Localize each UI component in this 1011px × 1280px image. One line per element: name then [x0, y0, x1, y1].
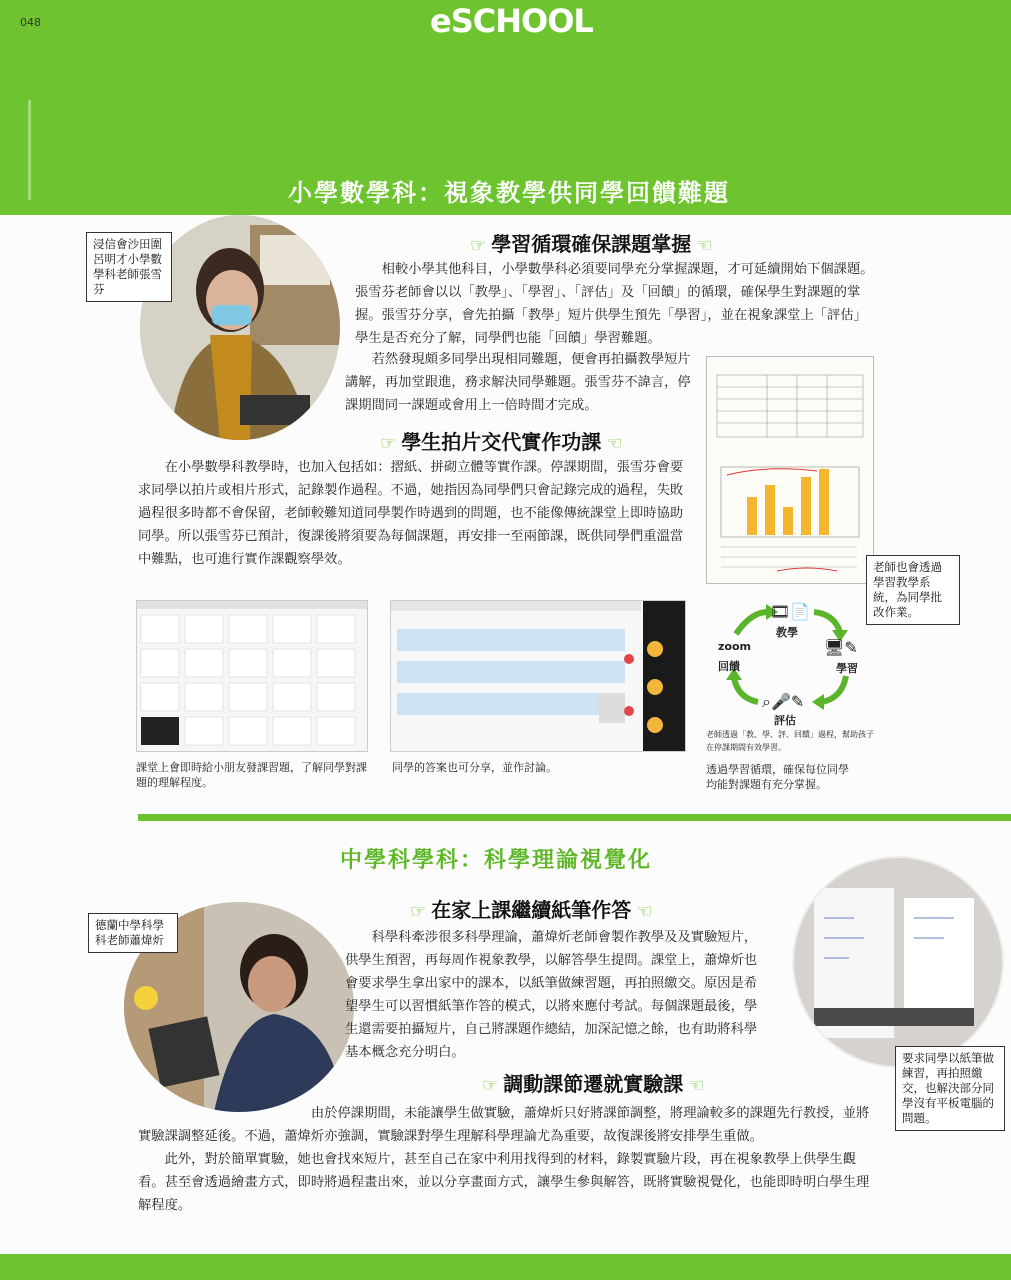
pointer-left-icon: ☜: [636, 901, 653, 922]
learn-icon: 🖥✎: [824, 638, 858, 657]
section1-sub2-heading: ☞ 學生拍片交代實作功課 ☜: [380, 430, 623, 454]
section1-sub2-text: 在小學數學科教學時，也加入包括如：摺紙、拼砌立體等實作課。停課期間，張雪芬會要求同學以拍片或相片形式，記錄製作過程。不過，她指因為同學們只會記錄完成的過程，失敗過程很多時都不會保留，老師較難知道同學製作時遇到的問題，也不能像傳統課堂上即時協助同學。所以張雪芬已預計，復課後將須要為每個課題，再安排一至兩節課，既供同學們重溫當中難點，也可進行實作課觀察學效。: [138, 460, 684, 567]
section2-sub2-heading: ☞ 調動課節遷就實驗課 ☜: [482, 1072, 705, 1096]
page-number: 048: [20, 16, 41, 29]
section2-title: 中學科學科：科學理論視覺化: [340, 848, 653, 873]
teacher1-caption: 浸信會沙田圍呂明才小學數學科老師張雪芬: [86, 232, 172, 302]
section1-sub1-heading: ☞ 學習循環確保課題掌握 ☜: [470, 232, 713, 256]
worksheet-callout: 老師也會透過學習教學系統，為同學批改作業。: [866, 555, 960, 625]
section2-sub2-text: 由於停課期間，未能讓學生做實驗，蕭煒炘只好將課節調整，將理論較多的課題先行教授，並將實驗課調整延後。不過，蕭煒炘亦強調，實驗課對學生理解科學理論尤為重要，故復課後將安排學生重做。 此外，對於簡單實驗，她也會找來短片，甚至自己在家中利用找得到的材料，錄製實驗片段，再在視象教學上供學生觀看。甚至會透過繪畫方式，即時將過程畫出來，並以分享畫面方式，讓學生參與解答，既將實驗視覺化，也能即時明白學生理解程度。: [138, 1106, 870, 1213]
section-divider: [138, 814, 1011, 821]
caption-answer-grid: 課堂上會即時給小朋友發課習題，了解同學對課題的理解程度。: [136, 761, 367, 789]
pointer-left-icon: ☜: [696, 235, 713, 256]
zoom-logo: zoom: [718, 640, 751, 653]
pointer-right-icon: ☞: [410, 901, 427, 922]
section1-title: 小學數學科：視象教學供同學回饋難題: [288, 179, 730, 207]
section2-sub1-heading: ☞ 在家上課繼續紙筆作答 ☜: [410, 898, 653, 922]
pointer-right-icon: ☞: [380, 433, 397, 454]
learning-cycle-diagram: 🎞📄 教學 zoom 回饋 🖥✎ 學習 ⌕🎤✎ 評估 老師透過「教、學、評、回饋」過程，幫助孩子在停課期間有效學習。: [706, 602, 874, 752]
footer-band: [0, 1254, 1011, 1280]
worksheet-image: [706, 356, 874, 584]
cycle-note: 老師透過「教、學、評、回饋」過程，幫助孩子在停課期間有效學習。: [706, 730, 874, 752]
assess-icon: ⌕🎤✎: [762, 692, 805, 711]
pointer-left-icon: ☜: [606, 433, 623, 454]
section2-sub1-text: 科學科牽涉很多科學理論，蕭煒炘老師會製作教學及及實驗短片，供學生預習，再每周作視象教學，以解答學生提問。課堂上，蕭煒炘也會要求學生拿出家中的課本，以紙筆做練習題，再拍照繳交。原因是希望學生可以習慣紙筆作答的模式，以將來應付考試。每個課題最後，學生還需要拍攝短片，自己將課題作總結，加深記憶之餘，也有助將科學基本概念充分明白。: [345, 930, 758, 1060]
section1-sub1-text: 相較小學其他科目，小學數學科必須要同學充分掌握課題，才可延續開始下個課題。張雪芬老師會以以「教學」、「學習」、「評估」及「回饋」的循環，確保學生對課題的掌握。張雪芬分享，會先拍攝「教學」短片供學生預先「學習」，並在視象課堂上「評估」學生是否充分了解，同學們也能「回饋」學習難題。: [355, 262, 874, 346]
teacher2-caption: 德蘭中學科學科老師蕭煒炘: [88, 913, 178, 953]
teach-icon: 🎞📄: [770, 602, 811, 621]
pointer-right-icon: ☞: [470, 235, 487, 256]
caption-learning-cycle: 透過學習循環，確保每位同學均能對課題有充分掌握。: [706, 763, 849, 791]
pointer-left-icon: ☜: [688, 1075, 705, 1096]
caption-video-class: 同學的答案也可分享，並作討論。: [392, 761, 557, 774]
section1-sub1-text2: 若然發現頗多同學出現相同難題，便會再拍攝教學短片講解，再加堂跟進，務求解決同學難題。張雪芬不諱言，停課期間同一課題或會用上一倍時間才完成。: [345, 352, 691, 413]
homework-callout: 要求同學以紙筆做練習，再拍照繳交，也解決部分同學沒有平板電腦的問題。: [895, 1046, 1005, 1131]
magazine-logo: eSCHOOL: [430, 2, 593, 40]
homework-photo: [792, 856, 1004, 1068]
pointer-right-icon: ☞: [482, 1075, 499, 1096]
screenshot-video-class: [390, 600, 686, 752]
screenshot-answer-grid: [136, 600, 368, 752]
decor-line: [28, 100, 31, 200]
